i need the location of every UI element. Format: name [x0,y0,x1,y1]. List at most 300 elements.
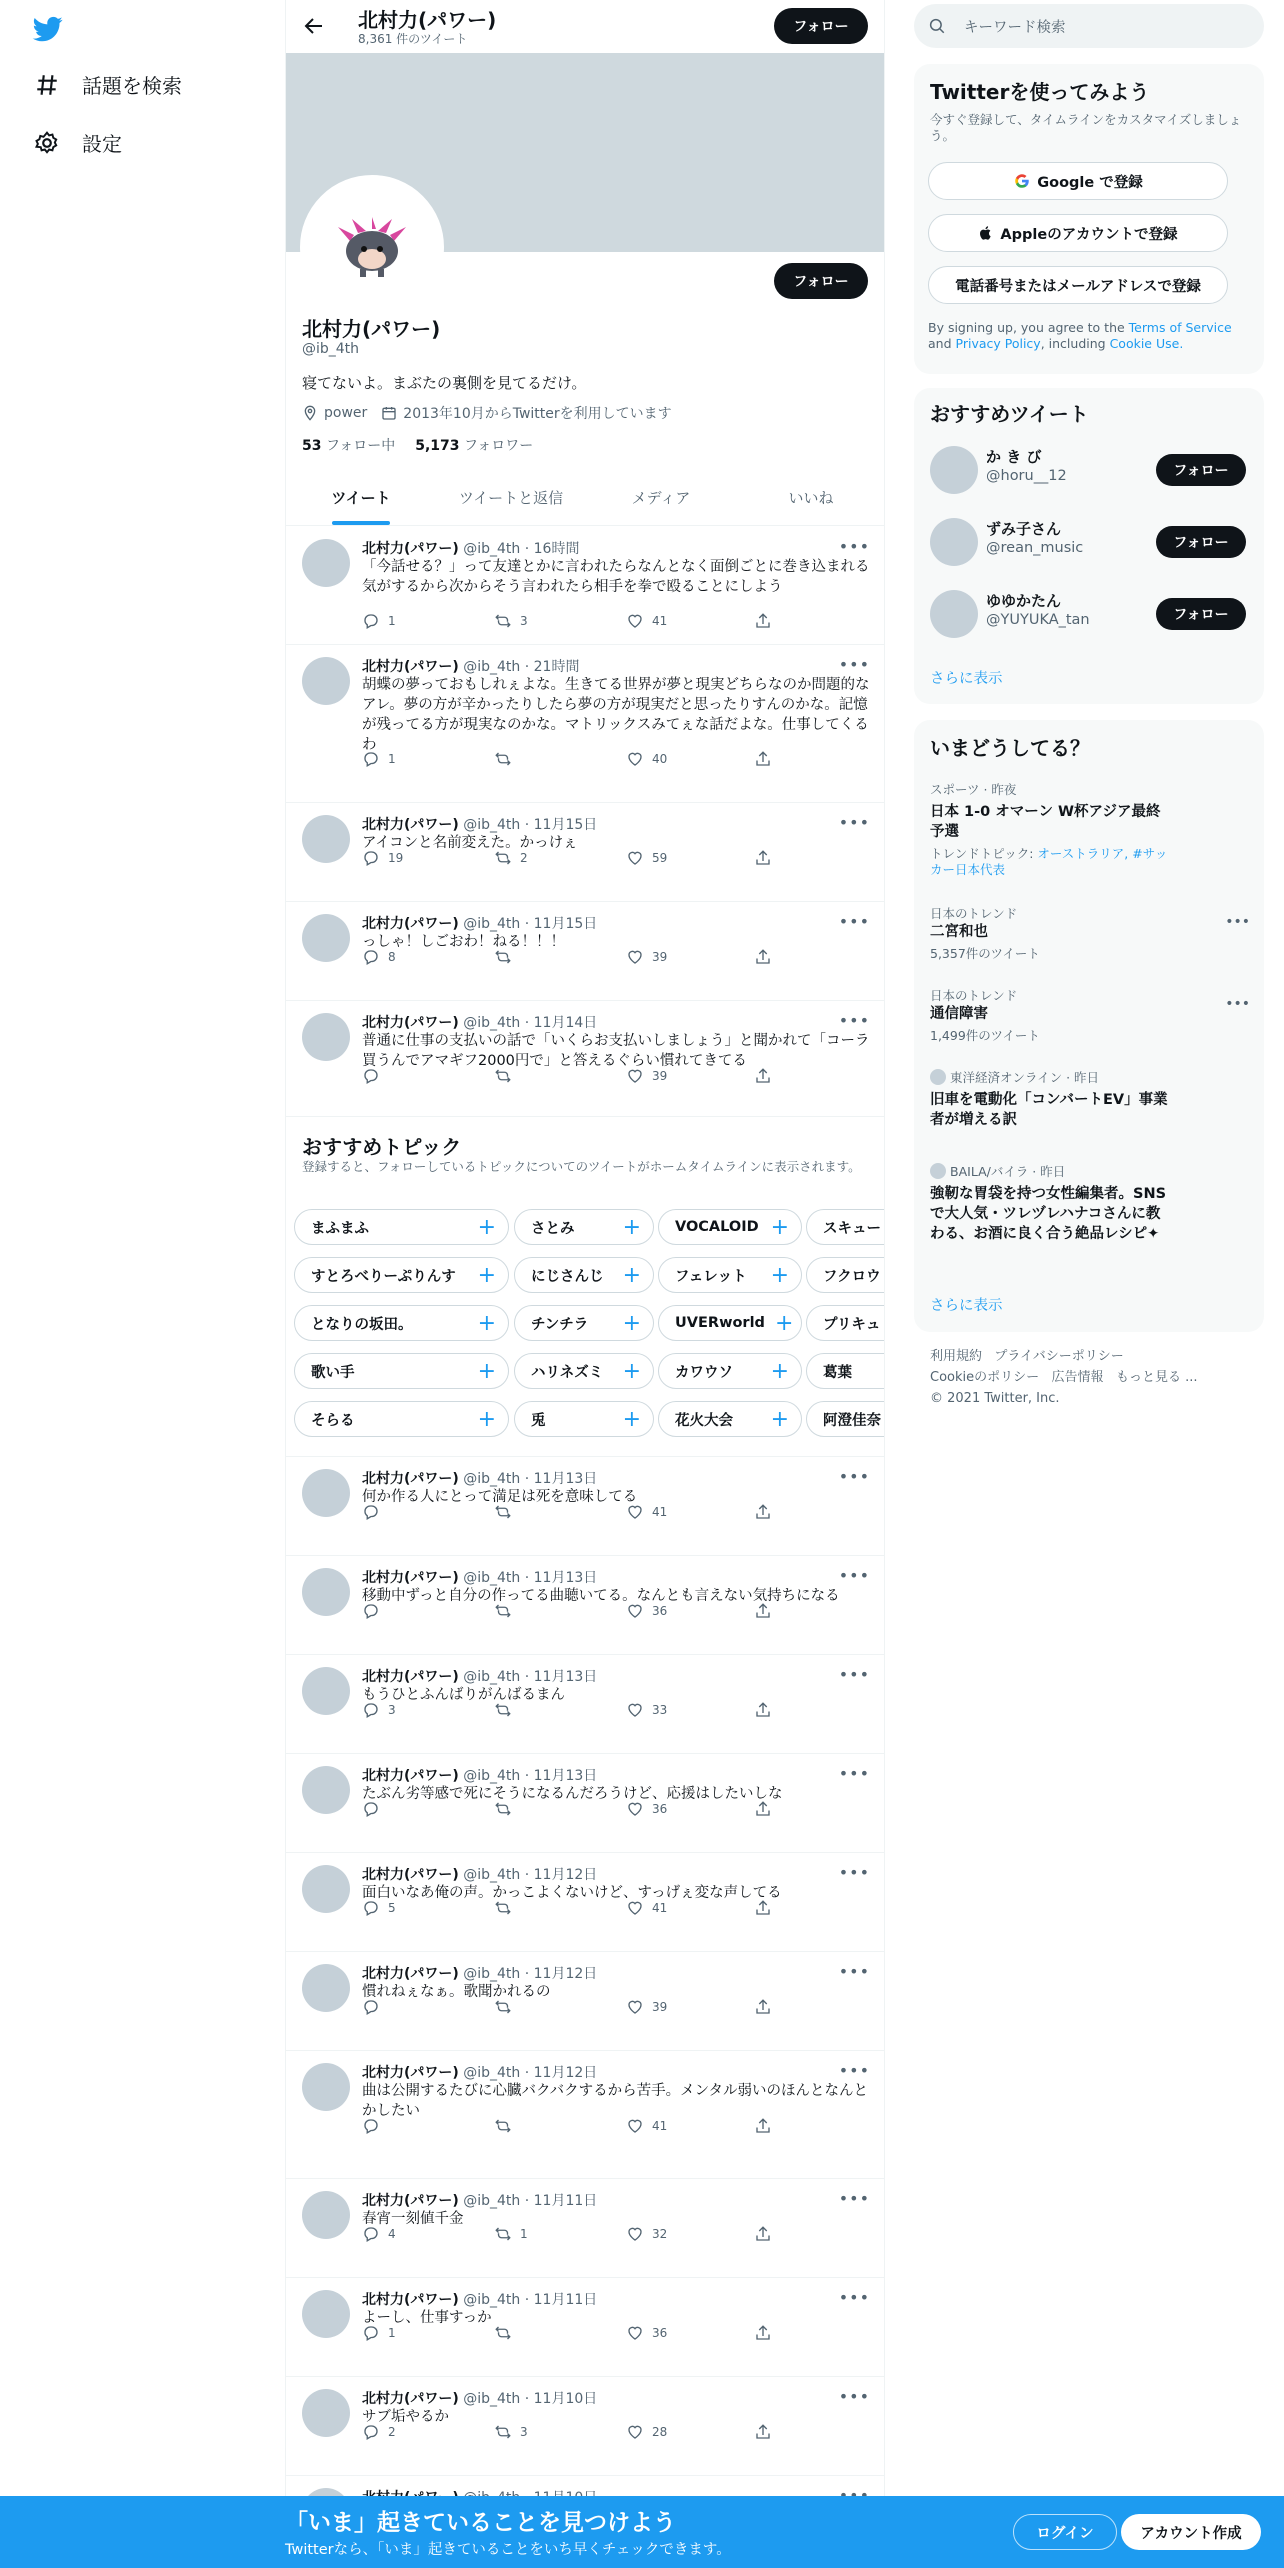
share-icon [754,1998,772,2016]
profile-location [302,405,367,421]
reply-button[interactable] [362,612,396,630]
tweet[interactable] [286,1754,885,1853]
like-button[interactable] [626,2423,667,2441]
avatar[interactable] [302,2191,350,2239]
reply-icon [362,1899,380,1917]
profile-header [286,0,885,53]
profile-joined [381,403,671,423]
share-button[interactable] [754,1503,772,1521]
nav-explore-label: 話題を検索 [82,74,182,98]
recommended-title: おすすめツイート [930,402,1089,426]
avatar[interactable] [930,590,978,638]
heart-icon [626,2324,644,2342]
terms-link[interactable]: Terms of Service [1128,320,1232,335]
like-count: 41 [652,1901,668,1915]
followers-link[interactable]: 5,173 フォロワー [415,438,534,454]
phone-email-signup-button[interactable]: 電話番号またはメールアドレスで登録 [928,266,1228,304]
tweet-text: 面白いなあ俺の声。かっこよくないけど、すっげぇ変な声してる [362,1885,782,1901]
plus-icon: + [477,1214,496,1240]
tweet-meta: @ib_4th · 11月12日 [463,1966,598,1982]
topic-chip[interactable] [658,1353,802,1389]
reply-count: 3 [388,1703,396,1717]
recommended-user[interactable] [930,440,1250,500]
like-button[interactable] [626,1701,667,1719]
avatar[interactable] [930,518,978,566]
tweet-actions [362,612,792,632]
like-count: 39 [652,1069,668,1083]
reply-button[interactable] [362,1503,388,1521]
recommended-user[interactable] [930,584,1250,644]
more-icon[interactable]: ••• [838,2288,870,2307]
tweet-actions [362,1800,792,1820]
google-icon [1013,172,1031,190]
share-button[interactable] [754,1602,772,1620]
privacy-link[interactable]: Privacy Policy [955,336,1041,351]
share-button[interactable] [754,849,772,867]
profile-joined-text: 2013年10月からTwitterを利用しています [403,406,672,422]
topic-label: そらる [311,1412,355,1429]
more-icon[interactable]: ••• [838,2061,870,2080]
reply-icon [362,1800,380,1818]
more-icon[interactable]: ••• [838,1863,870,1882]
footer-more-link[interactable]: もっと見る ... [1115,1370,1198,1385]
topic-chip[interactable] [514,1257,654,1293]
topic-chip[interactable] [294,1353,509,1389]
news-item[interactable]: BAILA/バイラ · 昨日 強靭な胃袋を持つ女性編集者。SNSで大人気・ツレヅレハナコさんに教わる、お酒に良く合う絶品レシピ✦ [930,1164,1167,1242]
tweet-meta: @ib_4th · 11月11日 [463,2292,598,2308]
apple-icon [978,224,994,242]
avatar[interactable] [302,1568,350,1616]
login-button[interactable]: ログイン [1013,2514,1117,2550]
header-tweet-count: 8,361 件のツイート [358,32,468,46]
tweet[interactable] [286,527,885,645]
retweet-icon [494,1998,512,2016]
avatar[interactable] [302,1469,350,1517]
share-button[interactable] [754,1067,772,1085]
tweet[interactable] [286,1853,885,1952]
tweet-author[interactable]: 北村力(パワー) [362,2391,459,2407]
avatar[interactable] [302,1766,350,1814]
avatar[interactable] [302,1964,350,2012]
tweet[interactable] [286,1556,885,1655]
tweet-meta: @ib_4th · 11月13日 [463,1471,598,1487]
retweet-icon [494,2117,512,2135]
topic-chip[interactable] [658,1209,802,1245]
topic-label: フクロウ [823,1268,881,1285]
tweet-meta: @ib_4th · 11月13日 [463,1669,598,1685]
avatar[interactable] [302,2063,350,2111]
tweet-header [362,2062,597,2082]
recommended-follow-button[interactable]: フォロー [1156,454,1246,486]
news-item[interactable]: 東洋経済オンライン · 昨日 旧車を電動化「コンバートEV」事業者が増える訳 [930,1070,1168,1128]
more-icon[interactable]: ••• [838,1467,870,1486]
more-icon[interactable]: ••• [1225,996,1250,1012]
tweet-meta: @ib_4th · 11月15日 [463,916,598,932]
share-button[interactable] [754,2117,772,2135]
back-arrow-icon[interactable] [302,14,326,38]
reply-icon [362,612,380,630]
nav-explore[interactable] [34,70,182,99]
retweet-button[interactable] [494,948,520,966]
reply-button[interactable] [362,948,396,966]
recommended-name: ずみ子さん [986,520,1062,538]
like-count: 41 [652,2119,668,2133]
retweet-button[interactable] [494,849,528,867]
tweet-author[interactable]: 北村力(パワー) [362,659,459,675]
creature-avatar-icon [332,215,412,279]
like-count: 39 [652,2000,668,2014]
avatar[interactable] [302,2290,350,2338]
topic-label: となりの坂田。 [311,1316,413,1333]
heart-icon [626,612,644,630]
profile-avatar[interactable] [300,175,444,319]
create-account-button[interactable]: アカウント作成 [1121,2514,1261,2550]
heart-icon [626,948,644,966]
tweet-text: アイコンと名前変えた。かっけぇ [362,835,578,851]
apple-signup-button[interactable]: Appleのアカウントで登録 [928,214,1228,252]
tweet-author[interactable]: 北村力(パワー) [362,1570,459,1586]
tweet-meta: @ib_4th · 11月14日 [463,1015,598,1031]
retweet-count: 3 [520,614,528,628]
reply-button[interactable] [362,2423,396,2441]
avatar[interactable] [302,914,350,962]
tweet[interactable] [286,803,885,902]
tweet-actions [362,1067,792,1087]
reply-button[interactable] [362,2117,388,2135]
retweet-icon [494,2225,512,2243]
recommended-more-link[interactable]: さらに表示 [930,671,1003,687]
footer-cookie-link[interactable]: Cookieのポリシー [930,1370,1040,1385]
like-button[interactable] [626,1998,667,2016]
tweet-author[interactable]: 北村力(パワー) [362,817,459,833]
tab-likes[interactable]: いいね [788,489,834,507]
search-bar[interactable] [914,4,1264,48]
avatar[interactable] [302,539,350,587]
reply-count: 5 [388,1901,396,1915]
search-input[interactable]: キーワード検索 [964,19,1066,36]
tab-media[interactable]: メディア [631,489,691,507]
trend-topic-link[interactable]: オーストラリア, #サッカー日本代表 [930,846,1168,877]
tweet-actions [362,750,792,770]
cookie-link[interactable]: Cookie Use. [1109,336,1184,351]
retweet-button[interactable] [494,1503,520,1521]
tweet-text: 春宵一刻値千金 [362,2211,464,2227]
tweet-author[interactable]: 北村力(パワー) [362,1669,459,1685]
plus-icon: + [622,1358,641,1384]
tweet-author[interactable]: 北村力(パワー) [362,2065,459,2081]
topic-label: VOCALOID [675,1219,759,1235]
like-button[interactable] [626,2324,667,2342]
tweet-text: っしゃ！しごおわ！ねる！！！ [362,934,565,950]
like-button[interactable] [626,2117,667,2135]
share-icon [754,1602,772,1620]
tweet-actions [362,1701,792,1721]
share-button[interactable] [754,612,772,630]
like-button[interactable] [626,1800,667,1818]
tab-tweets[interactable]: ツイート [286,473,436,525]
topic-label: カワウソ [675,1364,733,1381]
share-button[interactable] [754,750,772,768]
tweet[interactable] [286,2278,885,2377]
share-button[interactable] [754,1899,772,1917]
share-icon [754,2324,772,2342]
avatar[interactable] [302,815,350,863]
topic-chip[interactable] [658,1305,802,1341]
reply-button[interactable] [362,1701,396,1719]
trend-item[interactable]: 日本のトレンド 二宮和也 5,357件のツイート ••• [930,906,1250,961]
tweet[interactable] [286,2051,885,2179]
source-avatar [930,1069,946,1085]
topic-chip[interactable] [806,1401,885,1437]
tab-tweets-replies[interactable]: ツイートと返信 [458,489,564,507]
more-icon[interactable]: ••• [838,655,870,674]
retweet-button[interactable] [494,1067,520,1085]
reply-icon [362,1503,380,1521]
more-icon[interactable]: ••• [838,537,870,556]
avatar[interactable] [302,1013,350,1061]
reply-button[interactable] [362,2225,396,2243]
profile-tabs [286,473,885,526]
more-icon[interactable]: ••• [838,1011,870,1030]
more-icon[interactable]: ••• [838,1566,870,1585]
tweet-actions [362,1899,792,1919]
following-link[interactable]: 53 フォロー中 [302,438,396,454]
avatar[interactable] [302,2389,350,2437]
nav-settings-label: 設定 [82,132,122,156]
reply-icon [362,1701,380,1719]
tweet-text: 移動中ずっと自分の作ってる曲聴いてる。なんとも言えない気持ちになる [362,1588,840,1604]
share-button[interactable] [754,2225,772,2243]
retweet-button[interactable] [494,750,520,768]
tweet[interactable] [286,902,885,1001]
plus-icon: + [477,1406,496,1432]
share-icon [754,2225,772,2243]
tweet[interactable] [286,2377,885,2476]
profile-follow-button[interactable]: フォロー [774,263,868,299]
like-count: 40 [652,752,668,766]
tweet[interactable] [286,1655,885,1754]
tweet-author[interactable]: 北村力(パワー) [362,916,459,932]
topic-chip[interactable] [806,1209,885,1245]
plus-icon: + [622,1310,641,1336]
header-follow-button[interactable]: フォロー [774,8,868,44]
topic-label: すとろべりーぷりんす [311,1268,456,1285]
retweet-button[interactable] [494,1602,520,1620]
profile-meta [302,403,672,423]
retweet-button[interactable] [494,1998,520,2016]
share-icon [754,1800,772,1818]
nav-settings[interactable] [34,128,122,157]
retweet-button[interactable] [494,1899,520,1917]
reply-icon [362,2117,380,2135]
retweet-count: 1 [520,2227,528,2241]
topic-label: まふまふ [311,1220,369,1237]
recommended-follow-button[interactable]: フォロー [1156,598,1246,630]
topic-chip[interactable] [806,1305,885,1341]
reply-icon [362,2225,380,2243]
tweet-author[interactable]: 北村力(パワー) [362,1471,459,1487]
search-icon [928,17,946,35]
like-button[interactable] [626,1899,667,1917]
trend-item[interactable]: 日本のトレンド 通信障害 1,499件のツイート ••• [930,988,1250,1043]
more-icon[interactable]: ••• [838,1665,870,1684]
retweet-button[interactable] [494,1701,520,1719]
tweet-author[interactable]: 北村力(パワー) [362,541,459,557]
reply-button[interactable] [362,750,396,768]
tweet-author[interactable]: 北村力(パワー) [362,1015,459,1031]
tweet[interactable] [286,645,885,803]
avatar[interactable] [302,657,350,705]
like-button[interactable] [626,750,667,768]
topic-chip[interactable] [294,1257,509,1293]
tweet-author[interactable]: 北村力(パワー) [362,1966,459,1982]
tweet[interactable] [286,1457,885,1556]
profile-name: 北村力(パワー) [302,317,441,341]
topic-chip[interactable] [806,1257,885,1293]
like-button[interactable] [626,612,667,630]
share-button[interactable] [754,1800,772,1818]
tweet-header [362,1765,597,1785]
share-button[interactable] [754,1998,772,2016]
topic-chip[interactable] [294,1401,509,1437]
more-icon[interactable]: ••• [838,813,870,832]
twitter-logo-icon[interactable] [30,14,66,44]
reply-button[interactable] [362,1899,396,1917]
prompt-subtitle: Twitterなら、「いま」起きていることをいち早くチェックできます。 [285,2542,731,2558]
reply-count: 1 [388,752,396,766]
share-button[interactable] [754,948,772,966]
reply-button[interactable] [362,1067,388,1085]
more-icon[interactable]: ••• [838,912,870,931]
more-icon[interactable]: ••• [838,1764,870,1783]
tweet-text: もうひとふんばりがんばるまん [362,1687,565,1703]
tweet-author[interactable]: 北村力(パワー) [362,1768,459,1784]
recommended-follow-button[interactable]: フォロー [1156,526,1246,558]
topic-chip[interactable] [294,1305,509,1341]
left-nav [0,0,285,2568]
like-button[interactable] [626,2225,667,2243]
like-button[interactable] [626,1503,667,1521]
topic-chip[interactable] [514,1305,654,1341]
topic-chip[interactable] [514,1209,654,1245]
footer-privacy-link[interactable]: プライバシーポリシー [994,1349,1124,1364]
reply-button[interactable] [362,2324,396,2342]
more-icon[interactable]: ••• [1225,914,1250,930]
topic-label: プリキュ [823,1316,881,1333]
tweet-actions [362,849,792,869]
reply-count: 2 [388,2425,396,2439]
tweet-meta: @ib_4th · 11月12日 [463,1867,598,1883]
plus-icon: + [477,1310,496,1336]
footer-links [930,1346,1250,1409]
reply-button[interactable] [362,1602,388,1620]
share-button[interactable] [754,1701,772,1719]
trends-more-link[interactable]: さらに表示 [930,1298,1003,1314]
more-icon[interactable]: ••• [838,2189,870,2208]
retweet-icon [494,2423,512,2441]
reply-button[interactable] [362,1800,388,1818]
recommended-user[interactable] [930,512,1250,572]
footer-terms-link[interactable]: 利用規約 [930,1349,983,1364]
tweet-author[interactable]: 北村力(パワー) [362,2292,459,2308]
reply-button[interactable] [362,1998,388,2016]
more-icon[interactable]: ••• [838,2387,870,2406]
tweet-text: 曲は公開するたびに心臓バクバクするから苦手。メンタル弱いのほんとなんとかしたい [362,2083,869,2119]
like-count: 39 [652,950,668,964]
topic-chip[interactable] [294,1209,509,1245]
plus-icon: + [770,1214,789,1240]
plus-icon: + [774,1310,794,1336]
google-signup-button[interactable]: Google で登録 [928,162,1228,200]
topic-chip[interactable] [658,1401,802,1437]
topic-label: ハリネズミ [531,1364,604,1381]
like-count: 28 [652,2425,668,2439]
avatar[interactable] [302,1667,350,1715]
retweet-button[interactable] [494,2117,520,2135]
footer-ads-link[interactable]: 広告情報 [1051,1370,1104,1385]
retweet-button[interactable] [494,2225,528,2243]
topic-label: 葛葉 [823,1364,852,1381]
topic-chip[interactable] [806,1353,885,1389]
avatar[interactable] [930,446,978,494]
reply-icon [362,849,380,867]
heart-icon [626,1998,644,2016]
retweet-icon [494,1800,512,1818]
tweet-actions [362,2117,792,2137]
heart-icon [626,849,644,867]
tweet-actions [362,2225,792,2245]
tweet-meta: @ib_4th · 16時間 [463,541,580,557]
tweet-actions [362,1503,792,1523]
retweet-button[interactable] [494,1800,520,1818]
retweet-button[interactable] [494,612,528,630]
retweet-icon [494,1602,512,1620]
avatar[interactable] [302,1865,350,1913]
share-button[interactable] [754,2324,772,2342]
retweet-icon [494,948,512,966]
like-count: 36 [652,1604,668,1618]
tweet-meta: @ib_4th · 11月12日 [463,2065,598,2081]
topic-chip[interactable] [514,1353,654,1389]
recommended-name: ゆゆかたん [986,592,1062,610]
topic-chip[interactable] [514,1401,654,1437]
tweet[interactable] [286,1952,885,2051]
trend-item[interactable]: スポーツ · 昨夜 日本 1-0 オマーン W杯アジア最終予選 トレンドトピック: オーストラリア, #サッカー日本代表 [930,782,1168,877]
tweet[interactable] [286,1001,885,1117]
retweet-icon [494,2324,512,2342]
like-button[interactable] [626,849,667,867]
heart-icon [626,1503,644,1521]
tweet-author[interactable]: 北村力(パワー) [362,2193,459,2209]
like-button[interactable] [626,1067,667,1085]
tweet-author[interactable]: 北村力(パワー) [362,1867,459,1883]
tweet-actions [362,2423,792,2443]
topic-chip[interactable] [658,1257,802,1293]
like-button[interactable] [626,1602,667,1620]
profile-column [285,0,885,2568]
like-button[interactable] [626,948,667,966]
retweet-icon [494,1701,512,1719]
retweet-button[interactable] [494,2324,520,2342]
reply-button[interactable] [362,849,403,867]
share-button[interactable] [754,2423,772,2441]
tweet-header [362,656,579,676]
heart-icon [626,1067,644,1085]
tweet[interactable] [286,2179,885,2278]
tweet-actions [362,948,792,968]
retweet-button[interactable] [494,2423,528,2441]
more-icon[interactable]: ••• [838,1962,870,1981]
